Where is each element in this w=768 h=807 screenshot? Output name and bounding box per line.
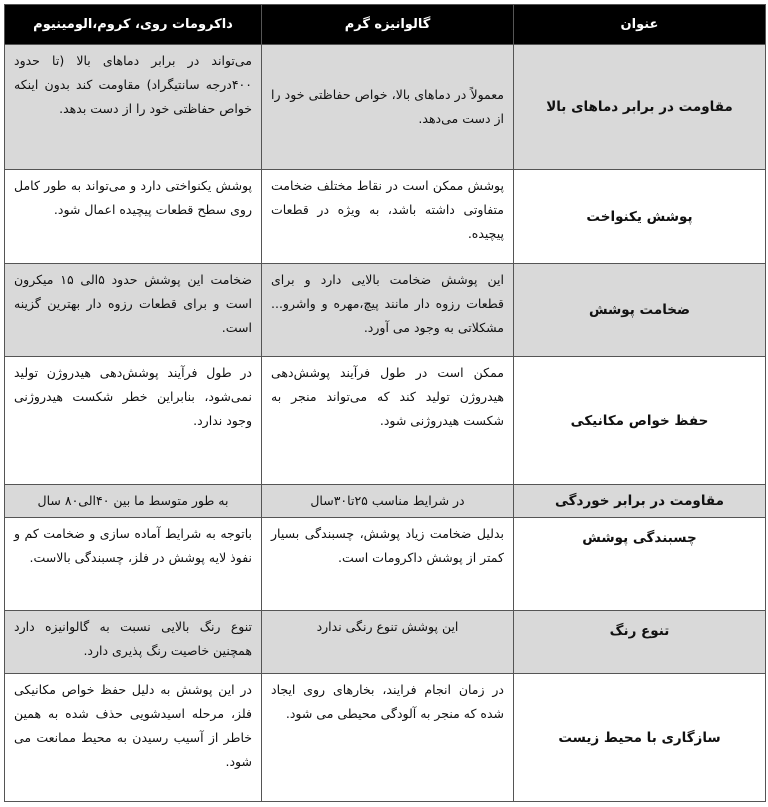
table-row xyxy=(5,611,766,674)
galvanized-cell: پوشش ممکن است در نقاط مختلف ضخامت متفاوتی داشته باشد، به ویژه در قطعات پیچیده. xyxy=(262,170,514,264)
galvanized-cell: معمولاً در دماهای بالا، خواص حفاظتی خود را از دست می‌دهد. xyxy=(262,45,514,170)
galvanized-cell: این پوشش ضخامت بالایی دارد و برای قطعات رزوه دار مانند پیچ،مهره و واشرو... مشکلاتی به وجود می آورد. xyxy=(262,264,514,357)
galvanized-cell: این پوشش تنوع رنگی ندارد xyxy=(262,611,514,674)
row-title: تنوع رنگ xyxy=(514,611,766,674)
header-title: عنوان xyxy=(514,5,766,45)
row-title: پوشش یکنواخت xyxy=(514,170,766,264)
galvanized-cell: ممکن است در طول فرآیند پوشش‌دهی هیدروژن تولید کند که می‌تواند منجر به شکست هیدروژنی شود. xyxy=(262,357,514,485)
row-title: حفظ خواص مکانیکی xyxy=(514,357,766,485)
header-galvanized: گالوانیزه گرم xyxy=(262,5,514,45)
table-row xyxy=(5,264,766,357)
table-row xyxy=(5,674,766,802)
table-row xyxy=(5,357,766,485)
comparison-table xyxy=(4,4,766,802)
dacromet-cell: می‌تواند در برابر دماهای بالا (تا حدود ۴۰۰درجه سانتیگراد) مقاومت کند بدون اینکه خواص حفاظتی خود را از دست بدهد. xyxy=(5,45,262,170)
galvanized-cell: در شرایط مناسب ۲۵تا۳۰سال xyxy=(262,485,514,518)
dacromet-cell: در طول فرآیند پوشش‌دهی هیدروژن تولید نمی‌شود، بنابراین خطر شکست هیدروژنی وجود ندارد. xyxy=(5,357,262,485)
dacromet-cell: تنوع رنگ بالایی نسبت به گالوانیزه دارد همچنین خاصیت رنگ پذیری دارد. xyxy=(5,611,262,674)
dacromet-cell: در این پوشش به دلیل حفظ خواص مکانیکی فلز، مرحله اسیدشویی حذف شده به همین خاطر از آسیب رسیدن به محیط ممانعت می شود. xyxy=(5,674,262,802)
header-dacromet: داکرومات روی، کروم،الومینیوم xyxy=(5,5,262,45)
row-title: چسبندگی پوشش xyxy=(514,518,766,611)
dacromet-cell: باتوجه به شرایط آماده سازی و ضخامت کم و نفوذ لایه پوشش در فلز، چسبندگی بالاست. xyxy=(5,518,262,611)
galvanized-cell: بدلیل ضخامت زیاد پوشش، چسبندگی بسیار کمتر از پوشش داکرومات است. xyxy=(262,518,514,611)
row-title: مقاومت در برابر خوردگی xyxy=(514,485,766,518)
dacromet-cell: ضخامت این پوشش حدود ۵الی ۱۵ میکرون است و برای قطعات رزوه دار بهترین گزینه است. xyxy=(5,264,262,357)
table-row xyxy=(5,170,766,264)
row-title: مقاومت در برابر دماهای بالا xyxy=(514,45,766,170)
row-title: ضخامت پوشش xyxy=(514,264,766,357)
row-title: سازگاری با محیط زیست xyxy=(514,674,766,802)
table-row xyxy=(5,45,766,170)
dacromet-cell: به طور متوسط ما بین ۴۰الی۸۰ سال xyxy=(5,485,262,518)
galvanized-cell: در زمان انجام فرایند، بخارهای روی ایجاد شده که منجر به آلودگی محیطی می شود. xyxy=(262,674,514,802)
table-row xyxy=(5,485,766,518)
table-row xyxy=(5,518,766,611)
dacromet-cell: پوشش یکنواختی دارد و می‌تواند به طور کامل روی سطح قطعات پیچیده اعمال شود. xyxy=(5,170,262,264)
header-row xyxy=(5,5,766,45)
